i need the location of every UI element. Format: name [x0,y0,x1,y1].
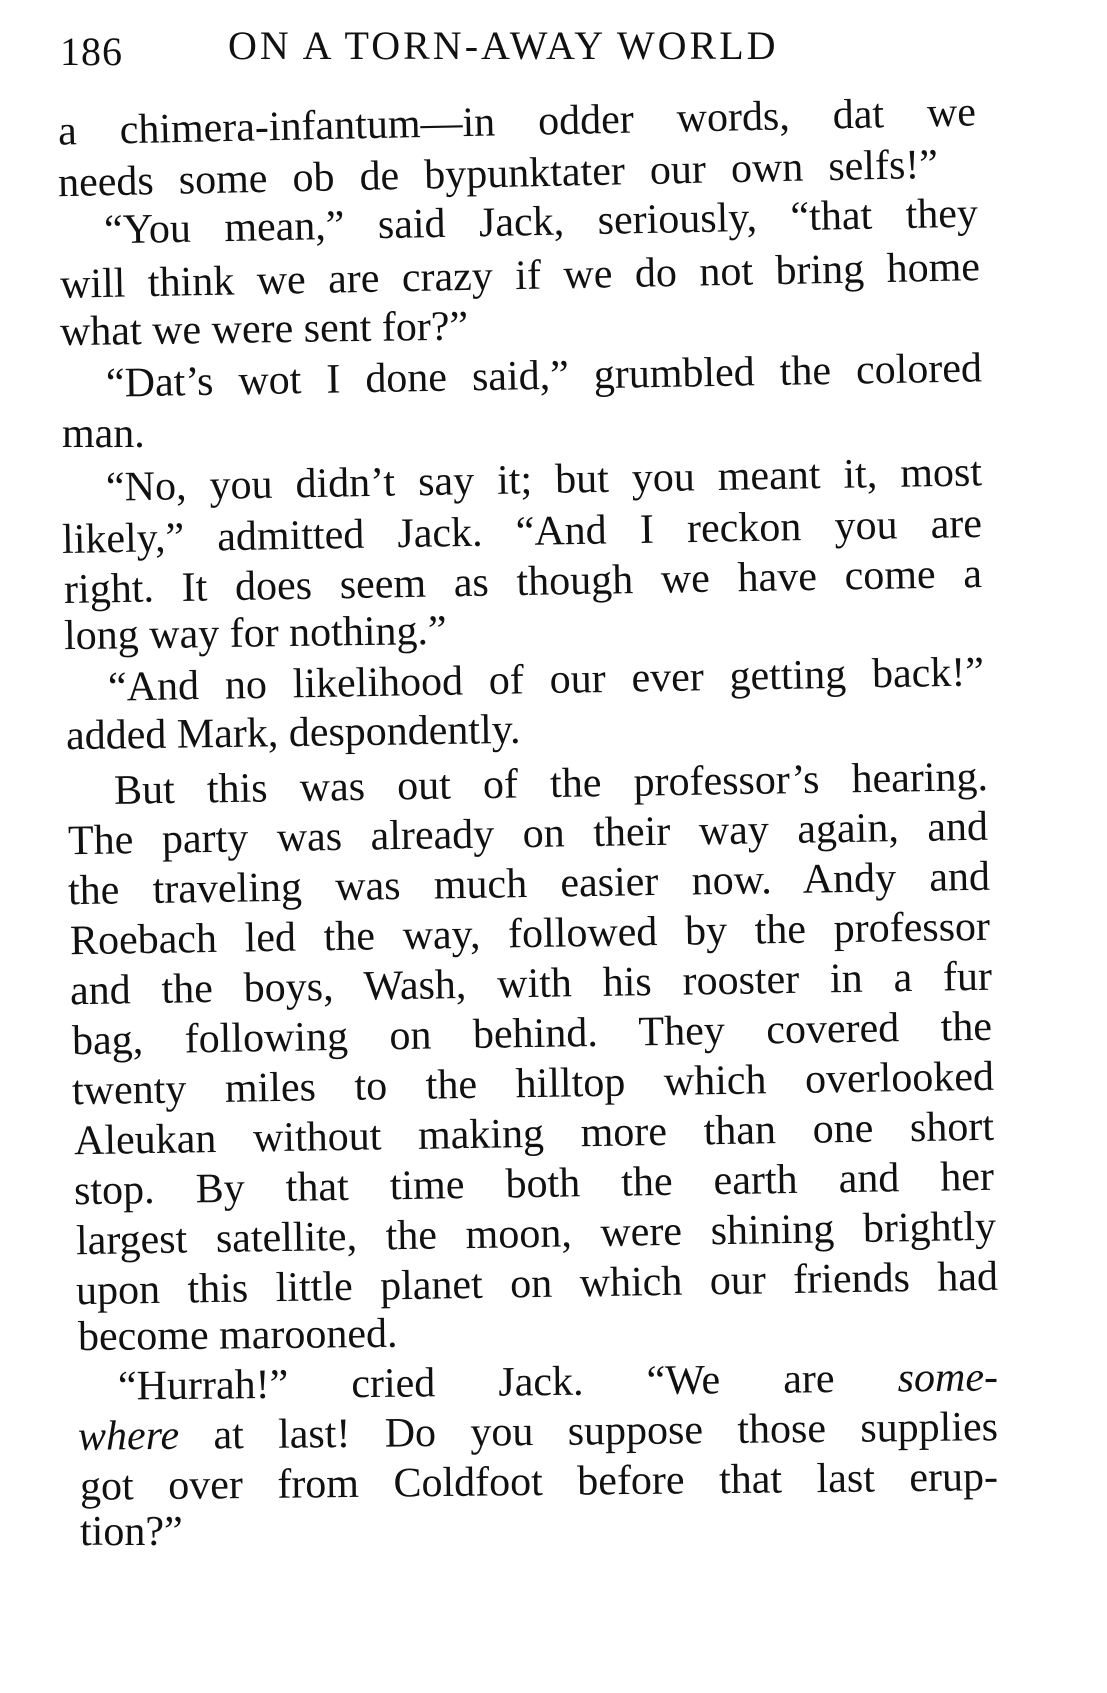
text-line: become marooned. [77,1310,398,1361]
text-line: upon this little planet on which our friends had [75,1253,999,1315]
text-line [78,1403,998,1461]
text-line: Roebach led the way, followed by the professor [69,903,991,965]
text-line: “You mean,” said Jack, seriously, “that they [103,190,979,254]
text-line: what we were sent for?” [59,303,469,356]
text-run: “Hurrah!” cried Jack. “We are [117,1355,898,1410]
text-line: likely,” admitted Jack. “And I reckon you are [61,500,983,564]
page-number: 186 [60,29,123,74]
running-head: ON A TORN-AWAY WORLD [228,23,779,68]
text-line: The party was already on their way again, and [67,803,989,865]
text-line: right. It does seem as though we have come a [63,550,983,614]
text-line: Aleukan without making more than one short [73,1103,995,1165]
text-line: largest satellite, the moon, were shining brightly [75,1203,997,1265]
text-line: “Dat’s wot I done said,” grumbled the colored [105,345,983,407]
italic-run: some- [897,1354,999,1402]
text-line: bag, following on behind. They covered the [71,1003,993,1065]
text-run: at last! Do you suppose those supplies [178,1404,999,1459]
text-line: “No, you didn’t say it; but you meant it, most [105,449,983,511]
text-line: a chimera-infantum—in odder words, dat we [57,89,977,155]
text-line: the traveling was much easier now. Andy and [67,853,991,915]
italic-run: where [77,1412,180,1460]
text-line [118,1353,998,1410]
text-line: But this was out of the professor’s hearing. [113,754,989,814]
text-line: twenty miles to the hilltop which overlooked [71,1053,995,1115]
text-line: long way for nothing.” [63,607,447,660]
text-line: added Mark, despondently. [65,706,521,760]
text-line: “And no likelihood of our ever getting back!” [107,649,985,711]
text-line: will think we are crazy if we do not bring home [59,244,981,308]
text-line: needs some ob de bypunktater our own selfs!” [57,141,939,207]
text-line: tion?” [80,1509,183,1555]
text-line: and the boys, Wash, with his rooster in a fur [69,953,993,1015]
text-line: stop. By that time both the earth and her [73,1153,995,1215]
text-line: got over from Coldfoot before that last erup- [79,1454,999,1510]
text-line: man. [62,411,145,457]
